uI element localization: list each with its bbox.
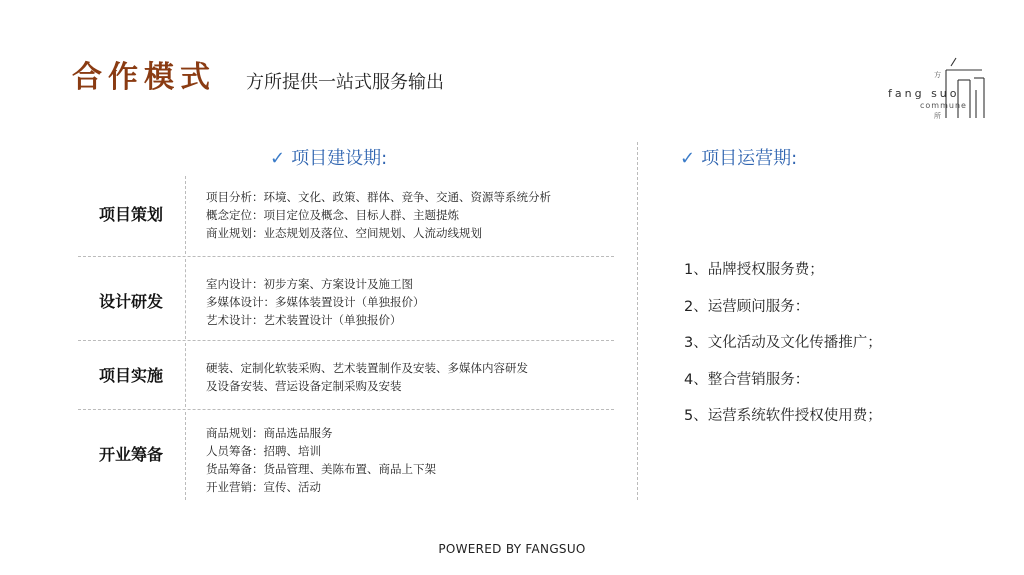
detail-line: 及设备安装、营运设备定制采购及安装: [206, 379, 402, 393]
detail-line: 开业营销：宣传、活动: [206, 480, 321, 494]
phase-divider: [185, 343, 186, 407]
detail-line: 货品筹备：货品管理、美陈布置、商品上下架: [206, 462, 436, 476]
phase-name: 开业筹备: [98, 445, 163, 464]
phase-divider: [185, 176, 186, 254]
phase-details: [206, 188, 551, 242]
logo-sub-text: commune: [920, 101, 967, 110]
operation-phase-heading: ✓ 项目运营期:: [680, 148, 798, 169]
detail-line: 概念定位：项目定位及概念、目标人群、主题提炼: [206, 208, 459, 222]
phase-divider: [185, 259, 186, 339]
logo-small-top: 方: [934, 71, 941, 79]
list-item: 3、文化活动及文化传播推广；: [684, 335, 882, 351]
phase-details: [206, 424, 436, 496]
detail-line: 室内设计：初步方案、方案设计及施工图: [206, 277, 413, 291]
detail-line: 项目分析：环境、文化、政策、群体、竞争、交通、资源等系统分析: [206, 190, 551, 204]
checkmark-icon: ✓: [680, 148, 696, 169]
detail-line: 商业规划：业态规划及落位、空间规划、人流动线规划: [206, 226, 482, 240]
detail-line: 商品规划：商品选品服务: [206, 426, 333, 440]
logo-small-bottom: 所: [934, 112, 941, 120]
page-title: 合作模式: [72, 60, 216, 95]
phase-separator: [78, 409, 614, 410]
construction-phase-heading: ✓ 项目建设期:: [270, 148, 388, 169]
phase-project-planning: [78, 176, 614, 254]
phase-name: 项目实施: [98, 366, 163, 385]
phase-details: [206, 275, 425, 329]
detail-line: 人员筹备：招聘、培训: [206, 444, 321, 458]
list-item: 2、运营顾问服务：: [684, 298, 810, 315]
phase-name: 项目策划: [98, 205, 163, 224]
phase-design-development: [78, 259, 614, 339]
phase-details: [206, 359, 528, 395]
operation-services-list: [684, 252, 882, 435]
page-subtitle: 方所提供一站式服务输出: [246, 72, 444, 93]
phase-name: 设计研发: [98, 292, 163, 311]
detail-line: 硬装、定制化软装采购、艺术装置制作及安装、多媒体内容研发: [206, 361, 528, 375]
phase-divider: [185, 412, 186, 500]
phase-separator: [78, 340, 614, 341]
detail-line: 多媒体设计：多媒体装置设计（单独报价）: [206, 295, 425, 309]
checkmark-icon: ✓: [270, 148, 286, 169]
list-item: 4、整合营销服务：: [684, 371, 810, 388]
logo-brand-text: fang suo: [888, 87, 960, 100]
phase-separator: [78, 256, 614, 257]
footer-powered-by: POWERED BY FANGSUO: [438, 542, 586, 556]
detail-line: 艺术设计：艺术装置设计（单独报价）: [206, 313, 402, 327]
column-divider: [637, 142, 638, 500]
phase-project-implementation: [78, 343, 614, 407]
list-item: 5、运营系统软件授权使用费；: [684, 408, 882, 424]
list-item: 1、品牌授权服务费；: [684, 262, 824, 278]
phase-opening-preparation: [78, 412, 614, 500]
fangsuo-logo: [884, 56, 994, 122]
